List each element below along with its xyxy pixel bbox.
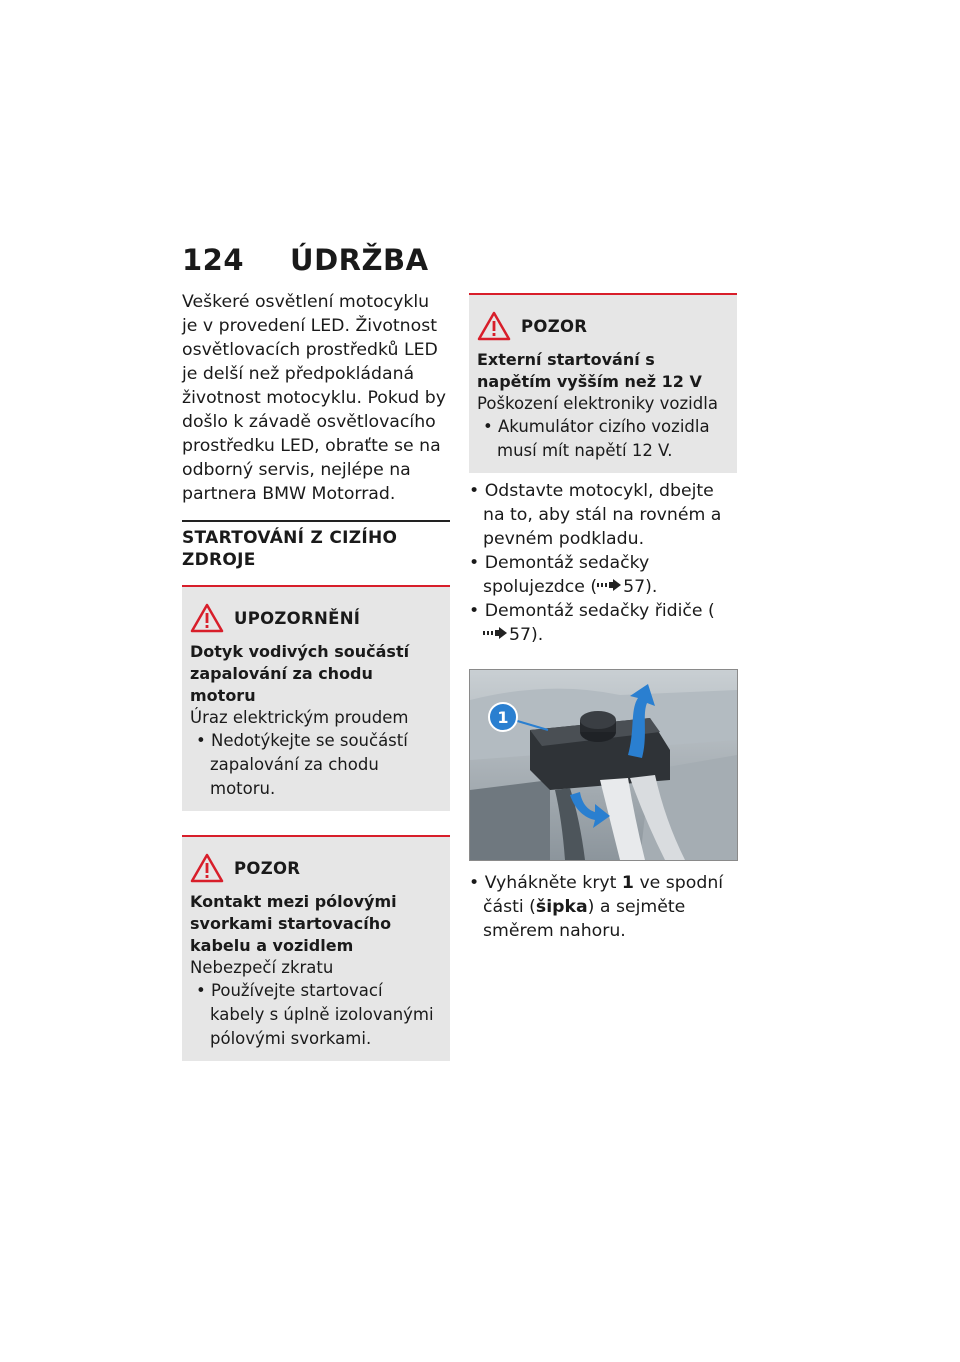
final-step xyxy=(469,871,737,943)
callout-number: 1 xyxy=(497,708,509,727)
caution-label: POZOR xyxy=(234,858,301,878)
page-ref[interactable]: 57 xyxy=(509,625,531,645)
caution-consequence: Poškození elektroniky vozidla xyxy=(477,394,718,413)
warning-bullet: • Nedotýkejte se součástí zapalování za chodu motoru. xyxy=(196,731,408,798)
caution-bullet: • Akumulátor cizího vozidla musí mít napětí 12 V. xyxy=(483,417,710,460)
chapter-title: ÚDRŽBA xyxy=(290,243,429,277)
intro-paragraph: Veškeré osvětlení motocyklu je v provedení LED. Životnost osvětlovacích prostředků LED je delší než předpokládaná životnost motocyklu. Pokud by došlo k závadě osvětlovacího prostředku LED, obraťte se na odborný servis, nejlépe na partnera BMW Motorrad. xyxy=(182,292,446,504)
step-item: • Vyhákněte kryt 1 ve spodní části (šipka) a sejměte směrem nahoru. xyxy=(469,873,724,941)
caution-bullet: • Používejte startovací kabely s úplně izolovanými pólovými svorkami. xyxy=(196,981,434,1048)
section-divider xyxy=(182,520,450,522)
right-column xyxy=(469,293,737,943)
step-item: • Demontáž sedačky spolujezdce ( 57). xyxy=(469,553,658,597)
step-list xyxy=(469,479,737,647)
step-item: • Odstavte motocykl, dbejte na to, aby stál na rovném a pevném podkladu. xyxy=(469,481,722,549)
caution-label: POZOR xyxy=(521,316,588,336)
caution-subtitle: Kontakt mezi pólovými svorkami startovacího kabelu a vozidlem xyxy=(190,892,397,955)
page-reference-arrow-icon xyxy=(483,627,509,639)
page-header xyxy=(182,243,429,277)
caution-box-voltage xyxy=(469,293,737,473)
left-column xyxy=(182,290,450,1061)
page-number: 124 xyxy=(182,243,245,277)
page-reference-arrow-icon xyxy=(597,579,623,591)
warning-consequence: Úraz elektrickým proudem xyxy=(190,708,409,727)
warning-triangle-icon xyxy=(190,853,224,883)
caution-box xyxy=(182,835,450,1061)
step-item: • Demontáž sedačky řidiče (57). xyxy=(469,601,715,645)
warning-subtitle: Dotyk vodivých součástí zapalování za chodu motoru xyxy=(190,642,410,705)
section-title: STARTOVÁNÍ Z CIZÍHO ZDROJE xyxy=(182,528,398,570)
warning-triangle-icon xyxy=(477,311,511,341)
warning-triangle-icon xyxy=(190,603,224,633)
cover-illustration xyxy=(470,670,737,860)
caution-subtitle: Externí startování s napětím vyšším než 12 V xyxy=(477,350,702,391)
page-ref[interactable]: 57 xyxy=(623,577,646,597)
caution-consequence: Nebezpečí zkratu xyxy=(190,958,334,977)
illustration-cover-removal xyxy=(469,669,738,861)
warning-label: UPOZORNĚNÍ xyxy=(234,608,361,628)
warning-box xyxy=(182,585,450,811)
